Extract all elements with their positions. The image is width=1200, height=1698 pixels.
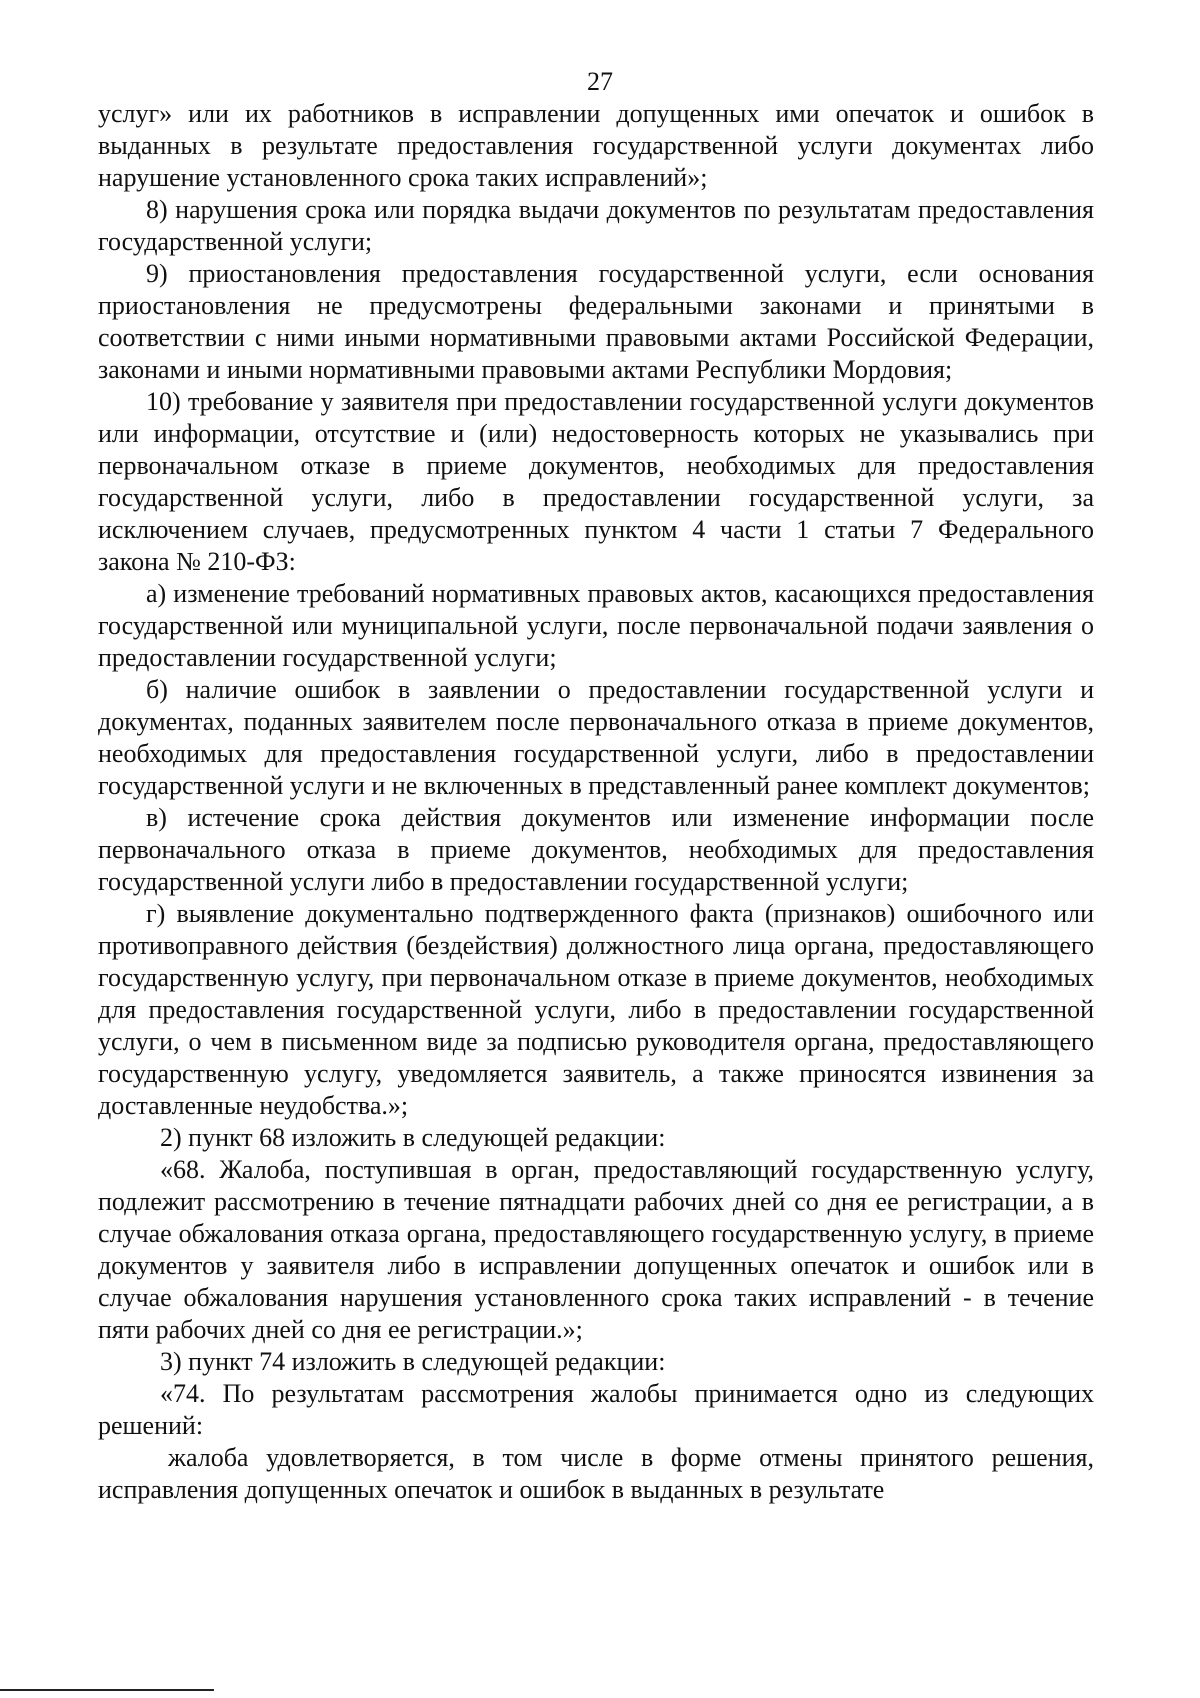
paragraph-subitem-v: в) истечение срока действия документов или изменение информации после первоначального отказа в приеме документов, необходимых для предоставления государственной услуги либо в предоставлении государственной услуги; (98, 803, 1094, 896)
paragraph-item-10: 10) требование у заявителя при предоставлении государственной услуги документов или информации, отсутствие и (или) недостоверность которых не указывались при первоначальном отказе в приеме документов, необходимых для предоставления государственной услуги, либо в предоставлении государственной услуги, за исключением случаев, предусмотренных пунктом 4 части 1 статьи 7 Федерального закона № 210-ФЗ: (98, 387, 1094, 576)
page-number: 27 (587, 67, 613, 96)
paragraph-point-3: 3) пункт 74 изложить в следующей редакции: (160, 1347, 666, 1376)
paragraph-point-2: 2) пункт 68 изложить в следующей редакции: (160, 1123, 666, 1152)
paragraph-item-8: 8) нарушения срока или порядка выдачи документов по результатам предоставления государственной услуги; (98, 195, 1094, 256)
paragraph-subitem-a: а) изменение требований нормативных правовых актов, касающихся предоставления государственной или муниципальной услуги, после первоначальной подачи заявления о предоставлении государственной услуги; (98, 579, 1094, 672)
paragraph-continuation: услуг» или их работников в исправлении допущенных ими опечаток и ошибок в выданных в результате предоставления государственной услуги документах либо нарушение установленного срока таких исправлений»; (98, 99, 1094, 192)
paragraph-clause-74: «74. По результатам рассмотрения жалобы принимается одно из следующих решений: (98, 1379, 1094, 1440)
paragraph-item-9: 9) приостановления предоставления государственной услуги, если основания приостановления не предусмотрены федеральными законами и принятыми в соответствии с ними иными нормативными правовыми актами Российской Федерации, законами и иными нормативными правовыми актами Республики Мордовия; (98, 259, 1094, 384)
footer-rule (0, 1689, 214, 1691)
paragraph-subitem-g: г) выявление документально подтвержденного факта (признаков) ошибочного или противоправного действия (бездействия) должностного лица органа, предоставляющего государственную услугу, при первоначальном отказе в приеме документов, необходимых для предоставления государственной услуги, либо в предоставлении государственной услуги, о чем в письменном виде за подписью руководителя органа, предоставляющего государственную услугу, уведомляется заявитель, а также приносятся извинения за доставленные неудобства.»; (98, 899, 1094, 1120)
document-body (98, 98, 1094, 1506)
paragraph-subitem-b: б) наличие ошибок в заявлении о предоставлении государственной услуги и документах, поданных заявителем после первоначального отказа в приеме документов, необходимых для предоставления государственной услуги, либо в предоставлении государственной услуги и не включенных в представленный ранее комплект документов; (98, 675, 1094, 800)
paragraph-decision-satisfied: жалоба удовлетворяется, в том числе в форме отмены принятого решения, исправления допущенных опечаток и ошибок в выданных в результате (98, 1443, 1094, 1504)
paragraph-clause-68: «68. Жалоба, поступившая в орган, предоставляющий государственную услугу, подлежит рассмотрению в течение пятнадцати рабочих дней со дня ее регистрации, а в случае обжалования отказа органа, предоставляющего государственную услугу, в приеме документов у заявителя либо в исправлении допущенных опечаток и ошибок или в случае обжалования нарушения установленного срока таких исправлений - в течение пяти рабочих дней со дня ее регистрации.»; (98, 1155, 1094, 1344)
